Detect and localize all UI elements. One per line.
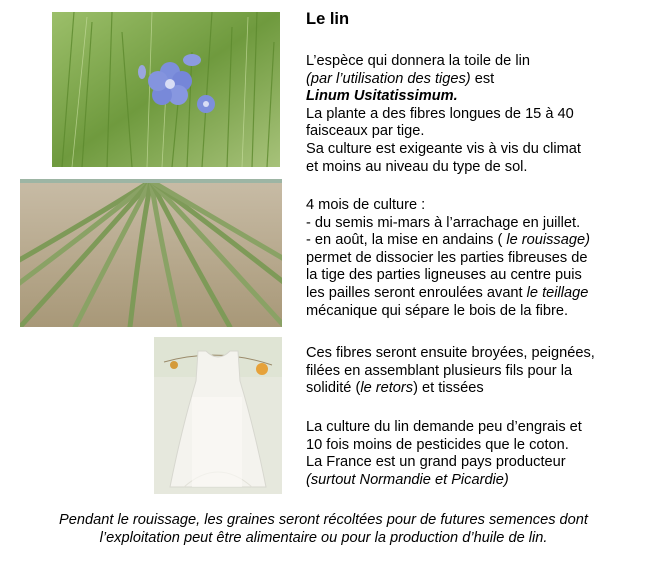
text-line: filées en assemblant plusieurs fils pour la <box>306 362 573 379</box>
text-line: mécanique qui sépare le bois de la fibre. <box>306 302 569 319</box>
text-line: La France est un grand pays producteur <box>306 454 566 471</box>
caption-line: l’exploitation peut être alimentaire ou pour la production d’huile de lin. <box>99 530 548 546</box>
flax-flower-photo <box>52 12 280 167</box>
text-line: et moins au niveau du type de sol. <box>306 158 528 175</box>
culture-paragraph <box>306 197 641 320</box>
linen-dress-photo <box>154 337 282 494</box>
text-line: permet de dissocier les parties fibreuses de <box>306 249 588 266</box>
text-line: Ces fibres seront ensuite broyées, peignées, <box>306 345 595 361</box>
text-line: - en août, la mise en andains ( le rouissage) <box>306 232 590 249</box>
text-line: L’espèce qui donnera la toile de lin <box>306 53 530 69</box>
text-line: 4 mois de culture : <box>306 197 426 213</box>
text-line: la tige des parties ligneuses au centre puis <box>306 267 582 284</box>
fibres-paragraph <box>306 345 641 398</box>
page-title: Le lin <box>306 10 350 28</box>
species-paragraph <box>306 53 641 176</box>
footer-caption <box>0 511 647 547</box>
text-line: faisceaux par tige. <box>306 123 425 140</box>
production-paragraph <box>306 419 641 489</box>
text-line: (surtout Normandie et Picardie) <box>306 471 509 488</box>
flax-field-retting-photo <box>20 179 282 327</box>
text-line: 10 fois moins de pesticides que le coton. <box>306 436 569 453</box>
text-line: les pailles seront enroulées avant le teillage <box>306 284 589 301</box>
text-line: Sa culture est exigeante vis à vis du climat <box>306 140 581 157</box>
text-line: solidité (le retors) et tissées <box>306 380 484 397</box>
caption-line: Pendant le rouissage, les graines seront récoltées pour de futures semences dont <box>59 512 588 528</box>
text-line: La culture du lin demande peu d’engrais et <box>306 419 582 435</box>
latin-name: Linum Usitatissimum. <box>306 88 458 105</box>
text-line: - du semis mi-mars à l’arrachage en juillet. <box>306 214 581 231</box>
text-line: (par l’utilisation des tiges) est <box>306 70 495 87</box>
text-line: La plante a des fibres longues de 15 à 40 <box>306 105 574 122</box>
